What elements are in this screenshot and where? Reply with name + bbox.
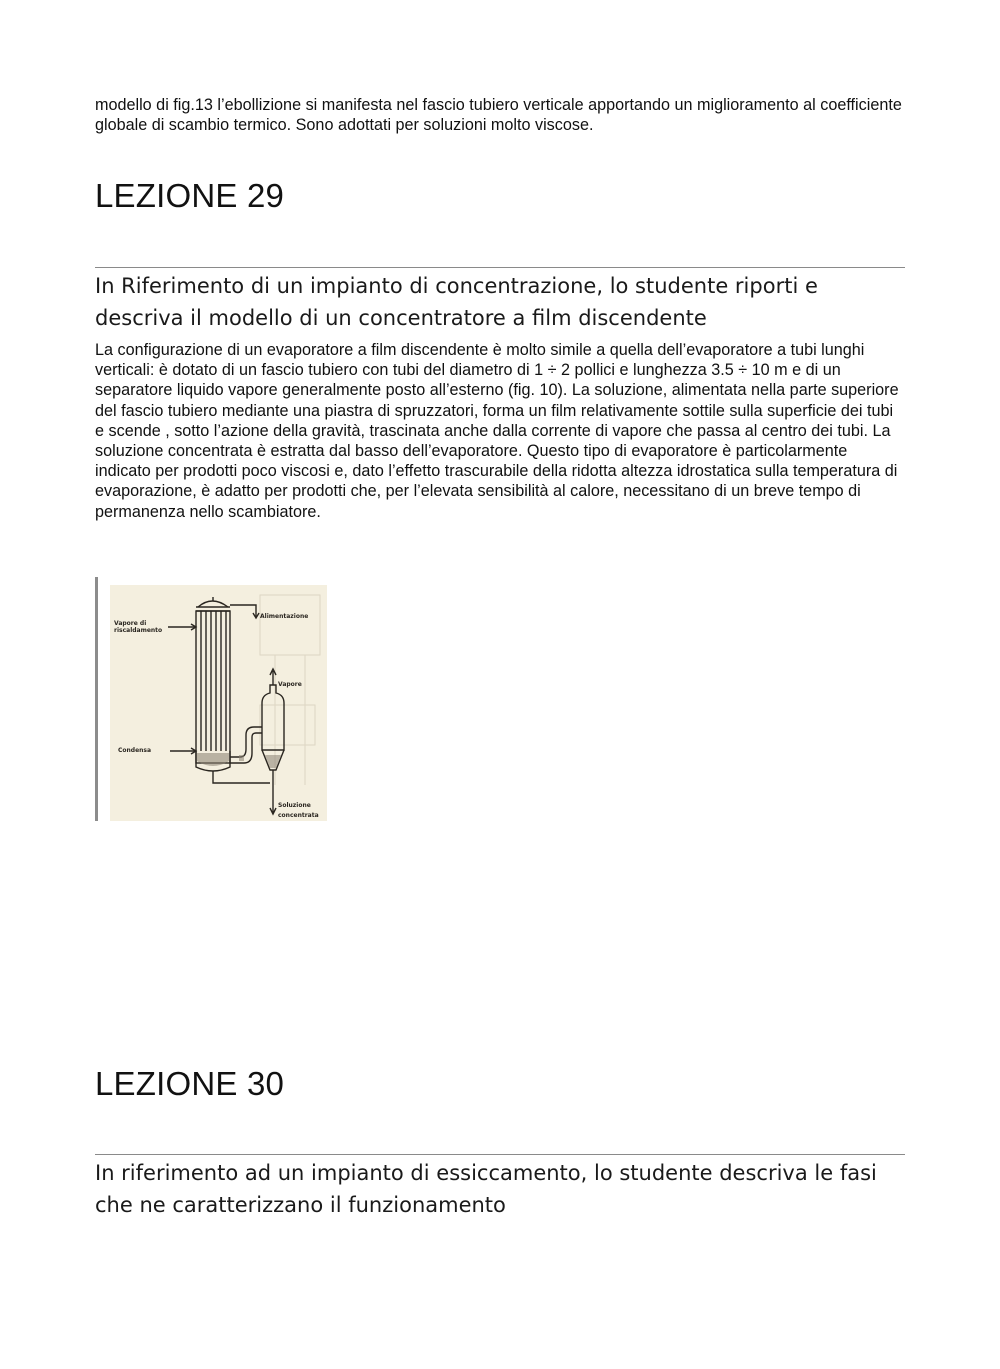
lesson-29-title: LEZIONE 29 <box>95 177 285 214</box>
intro-paragraph: modello di fig.13 l’ebollizione si manifesta nel fascio tubiero verticale apportando un miglioramento al coefficiente globale di scambio termico. Sono adottati per soluzioni molto viscose. <box>95 96 902 135</box>
falling-film-evaporator-diagram <box>110 585 327 821</box>
lesson-30-divider <box>95 1154 905 1155</box>
lesson-30-question: In riferimento ad un impianto di essiccamento, lo studente descriva le fasi che ne caratterizzano il funzionamento <box>95 1161 877 1217</box>
label-vapor: Vapore <box>278 681 302 688</box>
label-steam-1: Vapore di <box>114 620 147 627</box>
label-feed: Alimentazione <box>260 613 309 620</box>
lesson-29-divider <box>95 267 905 268</box>
label-condensate: Condensa <box>118 747 152 754</box>
evaporator-figure <box>95 577 335 821</box>
lesson-29-body: La configurazione di un evaporatore a film discendente è molto simile a quella dell’evaporatore a tubi lunghi verticali: è dotato di un fascio tubiero con tubi del diametro di 1 ÷ 2 pollici e lunghezza 3.5 ÷ 10 m e di un separatore liquido vapore generalmente posto all’esterno (fig. 10). La soluzione, alimentata nella parte superiore del fascio tubiero mediante una piastra di spruzzatori, forma un film relativamente sottile sulla superficie dei tubi e scende , sotto l’azione della gravità, trascinata anche dalla corrente di vapore che passa al centro dei tubi. La soluzione concentrata è estratta dal basso dell’evaporatore. Questo tipo di evaporatore è particolarmente indicato per prodotti poco viscosi e, dato l’effetto trascurabile della ridotta altezza idrostatica sulla temperatura di evaporazione, è adatto per prodotti che, per l’elevata sensibilità al calore, necessitano di un breve tempo di permanenza nello scambiatore. <box>95 341 899 521</box>
lesson-29-question: In Riferimento di un impianto di concentrazione, lo studente riporti e descriva il modello di un concentratore a film discendente <box>95 274 818 330</box>
label-steam-2: riscaldamento <box>114 627 163 634</box>
figure-quote-bar <box>95 577 98 821</box>
lesson-30-title: LEZIONE 30 <box>95 1065 285 1102</box>
label-solution-2: concentrata <box>278 812 319 819</box>
label-solution-1: Soluzione <box>278 802 311 809</box>
